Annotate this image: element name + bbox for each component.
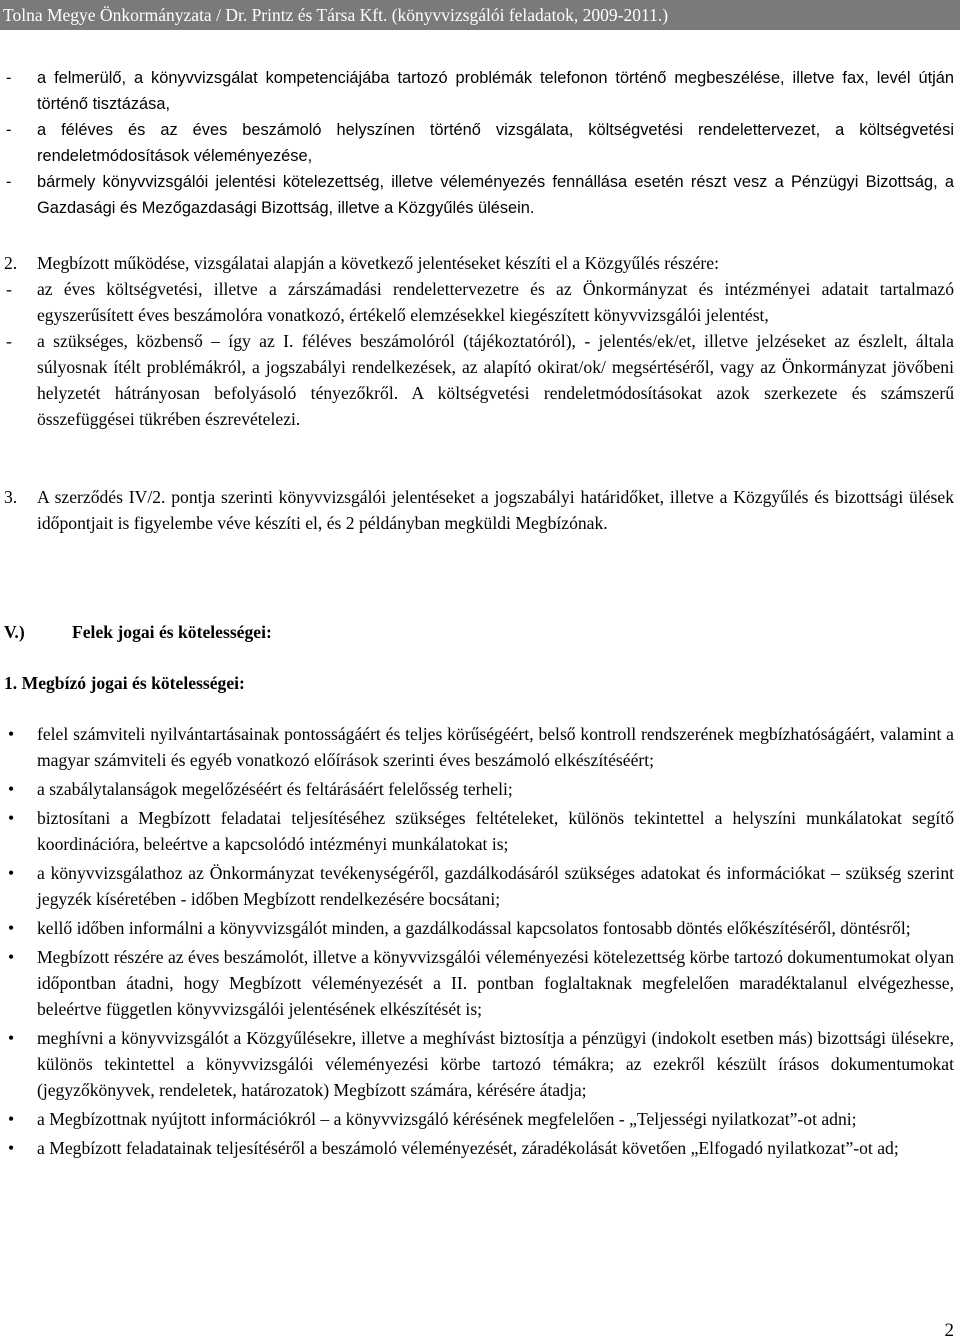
list-item: • a szabálytalanságok megelőzéséért és feltárásáért felelősség terheli; (0, 776, 960, 802)
list-item: - a szükséges, közbenső – így az I. féléves beszámolóról (tájékoztatóról), - jelentés/ek/et, illetve jelzéseket az észlelt, általa súlyosnak ítélt problémákról, a jogszabályi rendelkezések, az alapító okirat/ok/ megsértéséről, vagy az Önkormányzat jövőbeni helyzetét hátrányosan befolyásoló tényezőkről. A költségvetési rendeletmódosításokat azok szerkezete és számszerű összefüggései tükrében észrevételezi. (6, 331, 954, 429)
list-item: • biztosítani a Megbízott feladatai teljesítéséhez szükséges feltételeket, különös tekintettel a helyszíni munkálatokat segítő koordinációra, beleértve a kapcsolódó intézményi munkálatokat is; (0, 805, 960, 857)
section-number: 2. (4, 253, 18, 273)
list-item: - a féléves és az éves beszámoló helyszínen történő vizsgálata, költségvetési rendelettervezet, a költségvetési rendeletmódosítások véleményezése, (6, 121, 954, 165)
page-number: 2 (944, 1320, 954, 1341)
bullet-list (0, 721, 960, 1161)
list-item: • a könyvvizsgálathoz az Önkormányzat tevékenységéről, gazdálkodásáról szükséges adatokat és információkat – szükség szerint jegyzék kíséretében - időben Megbízott rendelkezésére bocsátani; (0, 860, 960, 912)
list-item: - bármely könyvvizsgálói jelentési kötelezettség, illetve véleményezés fennállása esetén részt vesz a Pénzügyi Bizottság, a Gazdasági és Mezőgazdasági Bizottság, illetve a Közgyűlés ülésein. (6, 173, 954, 217)
list-item: • meghívni a könyvvizsgálót a Közgyűlésekre, illetve a meghívást biztosítja a pénzügyi (indokolt esetben más) bizottsági ülésekre, különös tekintettel a könyvvizsgálói véleményezési körbe tartozó témákra; az ezekről készült írásos dokumentumokat (jegyzőkönyvek, rendeletek, határozatok) Megbízott számára, kérésére átadja; (0, 1025, 960, 1103)
bullet-icon: • (8, 1138, 15, 1158)
chapter-number: V.) (4, 622, 25, 642)
list-item: • Megbízott részére az éves beszámolót, illetve a könyvvizsgálói véleményezési kötelezettség körbe tartozó dokumentumokat olyan időpontban átadni, hogy Megbízott véleményezését a II. pontban foglaltaknak megfelelően maradéktalanul elvégezhesse, beleértve független könyvvizsgálói jelentésének elkészítését is; (0, 944, 960, 1022)
list-item: • a Megbízottnak nyújtott információkról – a könyvvizsgáló kérésének megfelelően - „Teljességi nyilatkozat”-ot adni; (0, 1106, 960, 1132)
list-item: • felel számviteli nyilvántartásainak pontosságáért és teljes körűségéért, belső kontroll rendszerének megbízhatóságáért, valamint a magyar számviteli és egyéb vonatkozó előírások szerinti éves beszámoló elkészítéséért; (0, 721, 960, 773)
bullet-icon: • (8, 779, 15, 799)
list-item: - a felmerülő, a könyvvizsgálat kompetenciájába tartozó problémák telefonon történő megbeszélése, illetve fax, levél útján történő tisztázása, (6, 69, 954, 113)
bullet-icon: • (8, 863, 15, 883)
subheading: 1. Megbízó jogai és kötelességei: (4, 673, 245, 693)
header-title: Tolna Megye Önkormányzata / Dr. Printz és Társa Kft. (könyvvizsgálói feladatok, 2009-2011.) (3, 5, 669, 25)
list-item: • a Megbízott feladatainak teljesítéséről a beszámoló véleményezését, záradékolását követően „Elfogadó nyilatkozat”-ot ad; (0, 1135, 960, 1161)
dash-list (0, 65, 960, 221)
section-2 (0, 250, 960, 432)
section-3: 3. A szerződés IV/2. pontja szerinti könyvvizsgálói jelentéseket a jogszabályi határidőket, illetve a Közgyűlés és bizottsági ülések időpontjait is figyelembe véve készíti el, és 2 példányban megküldi Megbízónak. (0, 484, 960, 536)
bullet-icon: • (8, 918, 15, 938)
document-header (0, 0, 960, 30)
bullet-icon: • (8, 724, 15, 744)
chapter-title: Felek jogai és kötelességei: (72, 622, 272, 642)
bullet-icon: • (8, 1109, 15, 1129)
bullet-icon: • (8, 947, 15, 967)
list-item: • kellő időben informálni a könyvvizsgálót minden, a gazdálkodással kapcsolatos fontosabb döntés előkészítéséről, döntésről; (0, 915, 960, 941)
section-number: 3. (4, 487, 18, 507)
section-2-intro: 2. Megbízott működése, vizsgálatai alapján a következő jelentéseket készíti el a Közgyűlés részére: (0, 250, 960, 276)
list-item: - az éves költségvetési, illetve a zárszámadási rendelettervezetre és az Önkormányzat és intézményei adatait tartalmazó egyszerűsített éves beszámolóra vonatkozó, értékelő elemzésekkel kiegészített könyvvizsgálói jelentést, (6, 279, 954, 325)
bullet-icon: • (8, 1028, 15, 1048)
bullet-icon: • (8, 808, 15, 828)
